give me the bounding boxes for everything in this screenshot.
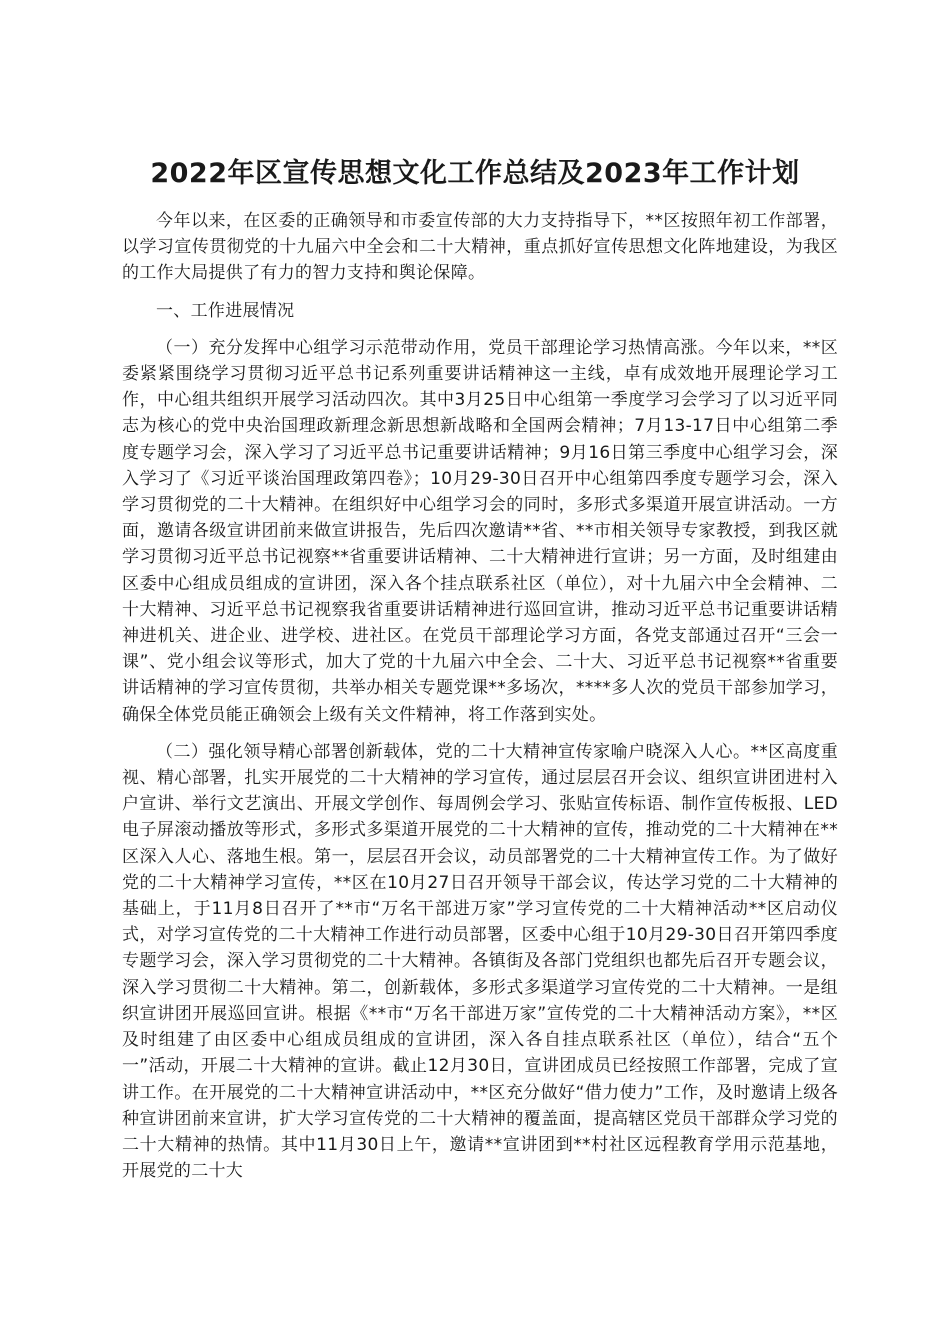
body-paragraph: （一）充分发挥中心组学习示范带动作用，党员干部理论学习热情高涨。今年以来，**区委紧紧围绕学习贯彻习近平总书记系列重要讲话精神这一主线，卓有成效地开展理论学习工作，中心组共组织开展学习活动四次。其中3月25日中心组第一季度学习会学习了以习近平同志为核心的党中央治国理政新理念新思想新战略和全国两会精神；7月13-17日中心组第二季度专题学习会，深入学习了习近平总书记重要讲话精神；9月16日第三季度中心组学习会，深入学习了《习近平谈治国理政第四卷》；10月29-30日召开中心组第四季度专题学习会，深入学习贯彻党的二十大精神。在组织好中心组学习会的同时，多形式多渠道开展宣讲活动。一方面，邀请各级宣讲团前来做宣讲报告，先后四次邀请**省、**市相关领导专家教授，到我区就学习贯彻习近平总书记视察**省重要讲话精神、二十大精神进行宣讲；另一方面，及时组建由区委中心组成员组成的宣讲团，深入各个挂点联系社区（单位），对十九届六中全会精神、二十大精神、习近平总书记视察我省重要讲话精神进行巡回宣讲，推动习近平总书记重要讲话精神进机关、进企业、进学校、进社区。在党员干部理论学习方面，各党支部通过召开“三会一课”、党小组会议等形式，加大了党的十九届六中全会、二十大、习近平总书记视察**省重要讲话精神的学习宣传贯彻，共举办相关专题党课**多场次，****多人次的党员干部参加学习，确保全体党员能正确领会上级有关文件精神，将工作落到实处。 (122, 337, 838, 725)
section-heading: 一、工作进展情况 (156, 300, 295, 321)
intro-paragraph: 今年以来，在区委的正确领导和市委宣传部的大力支持指导下，**区按照年初工作部署，以学习宣传贯彻党的十九届六中全会和二十大精神，重点抓好宣传思想文化阵地建设，为我区的工作大局提供了有力的智力支持和舆论保障。 (122, 211, 838, 284)
document-title: 2022年区宣传思想文化工作总结及2023年工作计划 (150, 158, 800, 189)
document-body (122, 208, 838, 1195)
body-paragraph: （二）强化领导精心部署创新载体，党的二十大精神宣传家喻户晓深入人心。**区高度重视、精心部署，扎实开展党的二十大精神的学习宣传，通过层层召开会议、组织宣讲团进村入户宣讲、举行文艺演出、开展文学创作、每周例会学习、张贴宣传标语、制作宣传板报、LED电子屏滚动播放等形式，多形式多渠道开展党的二十大精神的宣传，推动党的二十大精神在**区深入人心、落地生根。第一，层层召开会议，动员部署党的二十大精神宣传工作。为了做好党的二十大精神学习宣传，**区在10月27日召开领导干部会议，传达学习党的二十大精神的基础上，于11月8日召开了**市“万名干部进万家”学习宣传党的二十大精神活动**区启动仪式，对学习宣传党的二十大精神工作进行动员部署，区委中心组于10月29-30日召开第四季度专题学习会，深入学习贯彻党的二十大精神。各镇街及各部门党组织也都先后召开专题会议，深入学习贯彻二十大精神。第二，创新载体，多形式多渠道学习宣传党的二十大精神。一是组织宣讲团开展巡回宣讲。根据《**市“万名干部进万家”宣传党的二十大精神活动方案》，**区及时组建了由区委中心组成员组成的宣讲团，深入各自挂点联系社区（单位），结合“五个一”活动，开展二十大精神的宣讲。截止12月30日，宣讲团成员已经按照工作部署，完成了宣讲工作。在开展党的二十大精神宣讲活动中，**区充分做好“借力使力”工作，及时邀请上级各种宣讲团前来宣讲，扩大学习宣传党的二十大精神的覆盖面，提高辖区党员干部群众学习党的二十大精神的热情。其中11月30日上午，邀请**宣讲团到**村社区远程教育学用示范基地，开展党的二十大 (122, 741, 838, 1182)
